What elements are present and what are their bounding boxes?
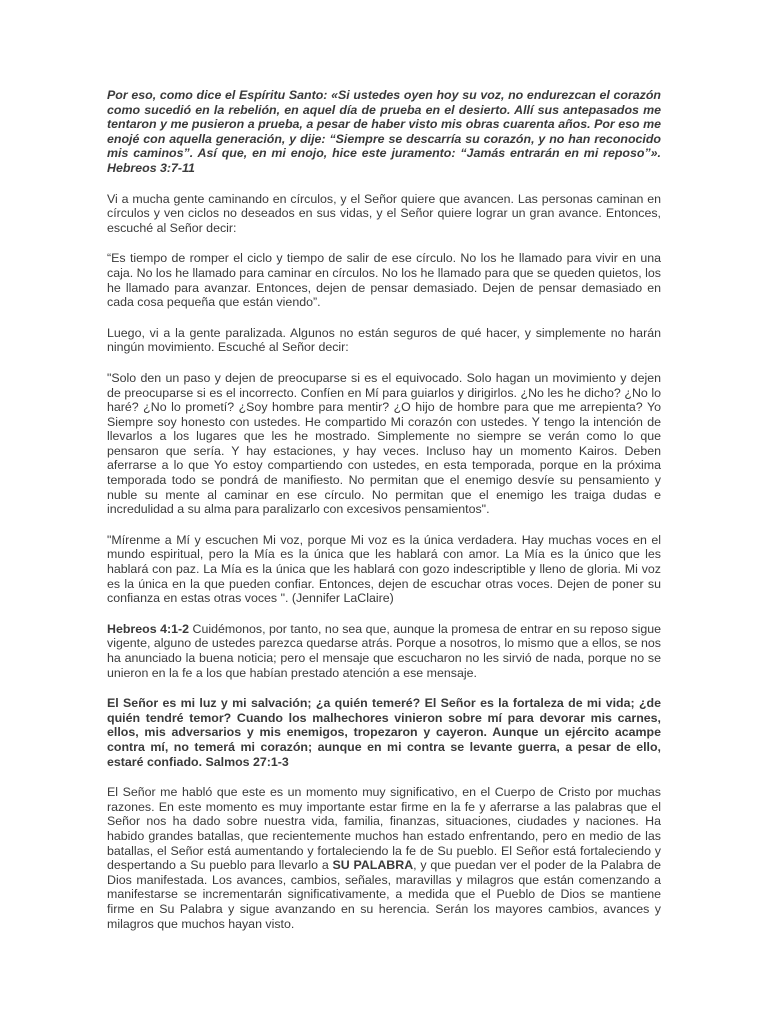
psalm-27-quote: El Señor es mi luz y mi salvación; ¿a quién temeré? El Señor es la fortaleza de mi vida; ¿de quién tendré temor? Cuando los malhechores vinieron sobre mí para devorar mis carnes, ellos, mis adversarios y mis enemigos, tropezaron y cayeron. Aunque un ejército acampe contra mí, no temerá mi corazón; aunque en mi contra se levante guerra, a pesar de ello, estaré confiado. Salmos 27:1-3 — [107, 696, 661, 769]
su-palabra-emphasis: SU PALABRA — [332, 858, 414, 873]
closing-text-part-1: El Señor me habló que este es un momento muy significativo, en el Cuerpo de Cristo por muchas razones. En este momento es muy importante estar firme en la fe y aferrarse a las palabras que el Señor nos ha dado sobre nuestra vida, familia, finanzas, situaciones, ciudades y naciones. Ha habido grandes batallas, que recientemente muchos han estado enfrentando, pero en medio de las batallas, el Señor está aumentando y fortaleciendo la fe de Su pueblo. El Señor está fortaleciendo y despertando a Su pueblo para llevarlo a — [107, 785, 661, 873]
paragraph-circles: Vi a mucha gente caminando en círculos, y el Señor quiere que avancen. Las personas caminan en círculos y ven ciclos no deseados en sus vidas, y el Señor quiere lograr un gran avance. Entonces, escuché al Señor decir: — [107, 191, 661, 235]
document-page — [107, 88, 661, 947]
closing-text-part-2: , y que puedan ver el poder de la Palabra de Dios manifestada. Los avances, cambios, señales, maravillas y milagros que están comenzando a manifestarse se incrementarán significativamente, a medida que el Pueblo de Dios se mantiene firme en Su Palabra y sigue avanzando en su herencia. Serán los mayores cambios, avances y milagros que muchos hayan visto. — [107, 858, 661, 931]
paragraph-paralyzed: Luego, vi a la gente paralizada. Algunos no están seguros de qué hacer, y simplemente no harán ningún movimiento. Escuché al Señor decir: — [107, 325, 661, 355]
closing-paragraph — [107, 785, 661, 931]
hebrews-3-quote: Por eso, como dice el Espíritu Santo: «Si ustedes oyen hoy su voz, no endurezcan el corazón como sucedió en la rebelión, en aquel día de prueba en el desierto. Allí sus antepasados me tentaron y me pusieron a prueba, a pesar de haber visto mis obras cuarenta años. Por eso me enojé con aquella generación, y dije: “Siempre se descarría su corazón, y no han reconocido mis caminos”. Así que, en mi enojo, hice este juramento: “Jamás entrarán en mi reposo”». Hebreos 3:7-11 — [107, 88, 661, 175]
hebrews-4-text: Cuidémonos, por tanto, no sea que, aunque la promesa de entrar en su reposo sigue vigente, alguno de ustedes parezca quedarse atrás. Porque a nosotros, lo mismo que a ellos, se nos ha anunciado la buena noticia; pero el mensaje que escucharon no les sirvió de nada, porque no se unieron en la fe a los que habían prestado atención a ese mensaje. — [107, 621, 662, 680]
hebrews-4-reference: Hebreos 4:1-2 — [107, 621, 190, 636]
hebrews-4-paragraph — [107, 622, 661, 680]
prophetic-word-step: "Solo den un paso y dejen de preocuparse si es el equivocado. Solo hagan un movimiento y dejen de preocuparse si es el incorrecto. Confíen en Mí para guiarlos y dirigirlos. ¿No les he dicho? ¿No lo haré? ¿No lo prometí? ¿Soy hombre para mentir? ¿O hijo de hombre para que me arrepienta? Yo Siempre soy honesto con ustedes. He compartido Mi corazón con ustedes. Y tengo la intención de llevarlos a los lugares que les he mostrado. Simplemente no siempre se verán como lo que pensaron que sería. Y hay estaciones, y hay veces. Incluso hay un momento Kairos. Deben aferrarse a lo que Yo estoy compartiendo con ustedes, en esta temporada, porque en la próxima temporada todo se pondrá de manifiesto. No permitan que el enemigo desvíe su pensamiento y nuble su mente al caminar en ese círculo. No permitan que el enemigo les traiga dudas e incredulidad a su alma para paralizarlo con excesivos pensamientos". — [107, 370, 661, 517]
prophetic-word-voice: "Mírenme a Mí y escuchen Mi voz, porque Mi voz es la única verdadera. Hay muchas voces en el mundo espiritual, pero la Mía es la única que les hablará con amor. La Mía es la único que les hablará con paz. La Mía es la única que les hablará con gozo indescriptible y lleno de gloria. Mi voz es la única en la que pueden confiar. Entonces, dejen de escuchar otras voces. Dejen de poner su confianza en estas otras voces ". (Jennifer LaClaire) — [107, 532, 661, 606]
prophetic-word-cycle: “Es tiempo de romper el ciclo y tiempo de salir de ese círculo. No los he llamado para vivir en una caja. No los he llamado para caminar en círculos. No los he llamado para que se queden quietos, los he llamado para avanzar. Entonces, dejen de pensar demasiado. Dejen de pensar demasiado en cada cosa pequeña que están viendo”. — [107, 251, 661, 310]
